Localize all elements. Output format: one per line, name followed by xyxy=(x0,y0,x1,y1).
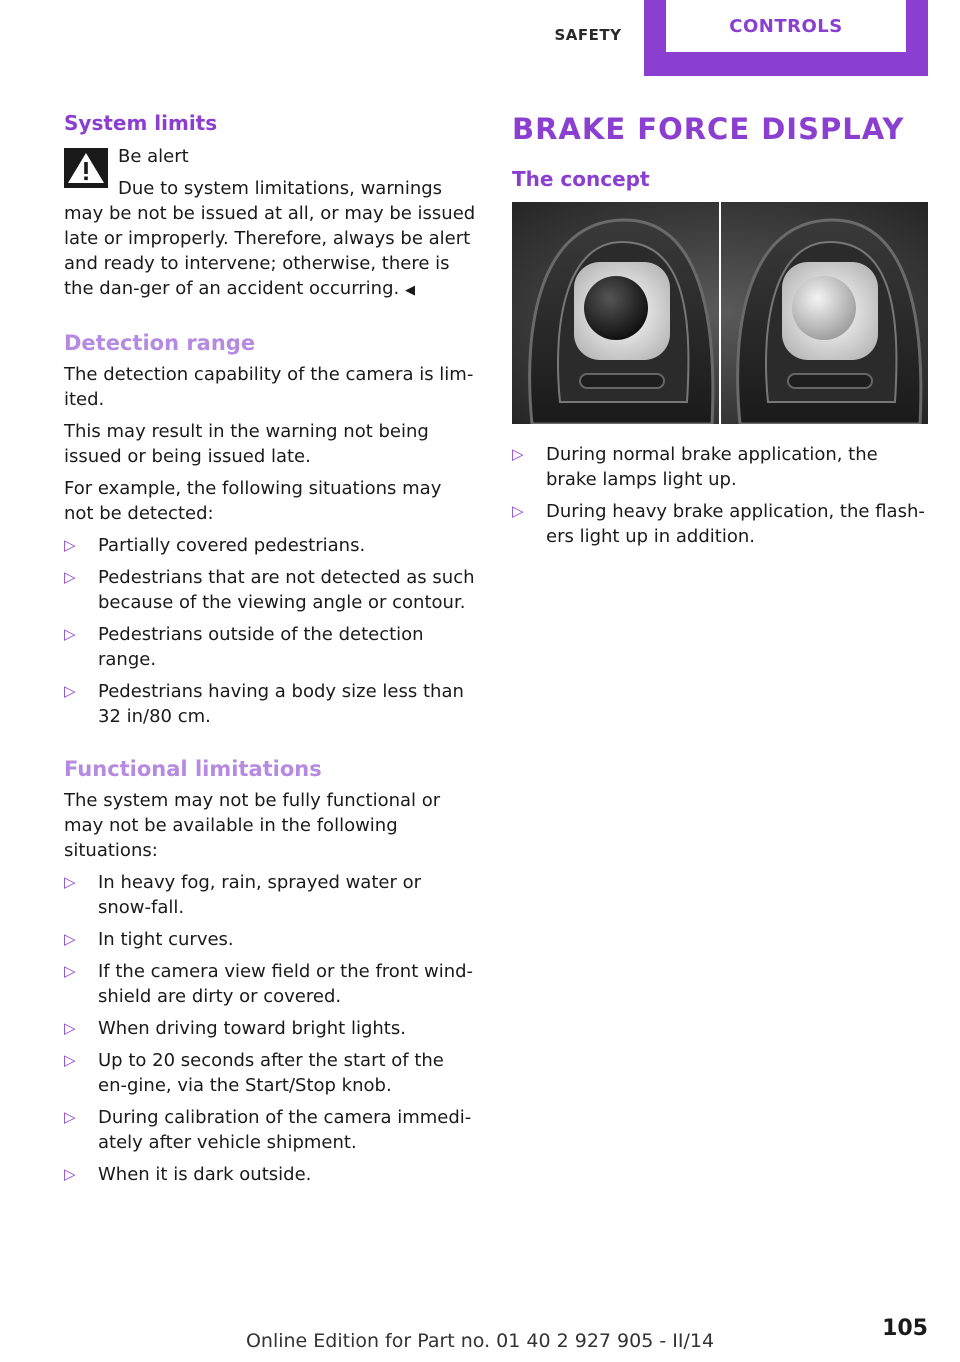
list-item xyxy=(512,442,928,492)
list-item xyxy=(64,622,476,672)
functional-list xyxy=(64,870,476,1187)
list-item-text: Pedestrians outside of the detection range. xyxy=(98,624,424,670)
list-item xyxy=(64,927,476,952)
bullet-arrow-icon: ▷ xyxy=(64,873,76,891)
bullet-arrow-icon: ▷ xyxy=(512,445,524,463)
list-item-text: If the camera view field or the front wind‐shield are dirty or covered. xyxy=(98,961,474,1007)
heading-system-limits: System limits xyxy=(64,111,218,135)
list-item-text: Partially covered pedestrians. xyxy=(98,535,366,556)
footer-edition: Online Edition for Part no. 01 40 2 927 905 - II/14 xyxy=(245,1330,715,1352)
list-item xyxy=(64,1016,476,1041)
bullet-arrow-icon: ▷ xyxy=(64,1108,76,1126)
list-item xyxy=(512,499,928,549)
list-item-text: In heavy fog, rain, sprayed water or snow‐fall. xyxy=(98,872,422,918)
bullet-arrow-icon: ▷ xyxy=(64,1051,76,1069)
list-item xyxy=(64,565,476,615)
page-number: 105 xyxy=(882,1316,928,1341)
bullet-arrow-icon: ▷ xyxy=(64,682,76,700)
list-item-text: Up to 20 seconds after the start of the en‐gine, via the Start/Stop knob. xyxy=(98,1050,444,1096)
brake-light-figure xyxy=(512,202,928,424)
section-title: BRAKE FORCE DISPLAY xyxy=(512,112,905,146)
bullet-arrow-icon: ▷ xyxy=(64,962,76,980)
bullet-arrow-icon: ▷ xyxy=(64,625,76,643)
warning-text-body: Due to system limitations, warnings may be not be issued at all, or may be issued late or improperly. Therefore, always be alert and ready to intervene; otherwise, there is the dan‐ger of an accident occurring. xyxy=(64,178,476,299)
list-item xyxy=(64,1162,476,1187)
list-item-text: Pedestrians that are not detected as such because of the viewing angle or contour. xyxy=(98,567,475,613)
list-item-text: During heavy brake application, the flash‐ers light up in addition. xyxy=(546,501,925,547)
list-item-text: During calibration of the camera immedi‐ately after vehicle shipment. xyxy=(98,1107,472,1153)
warning-icon xyxy=(64,148,108,188)
detection-p3: For example, the following situations may not be detected: xyxy=(64,478,442,524)
bullet-arrow-icon: ▷ xyxy=(64,1165,76,1183)
warning-title: Be alert xyxy=(118,146,189,167)
tab-controls[interactable] xyxy=(644,0,928,76)
list-item xyxy=(64,1105,476,1155)
list-item xyxy=(64,959,476,1009)
left-column xyxy=(64,108,476,1194)
list-item-text: In tight curves. xyxy=(98,929,234,950)
subheading-concept: The concept xyxy=(512,167,650,191)
detection-list xyxy=(64,533,476,729)
list-item xyxy=(64,533,476,558)
right-column xyxy=(512,108,928,556)
heading-detection-range: Detection range xyxy=(64,331,256,355)
bullet-arrow-icon: ▷ xyxy=(512,502,524,520)
list-item xyxy=(64,870,476,920)
detection-p1: The detection capability of the camera is lim‐ited. xyxy=(64,364,474,410)
warning-text xyxy=(64,176,476,303)
list-item-text: When it is dark outside. xyxy=(98,1164,312,1185)
tab-safety[interactable]: SAFETY xyxy=(554,26,622,44)
header-tabs xyxy=(532,0,928,76)
list-item xyxy=(64,679,476,729)
list-item-text: Pedestrians having a body size less than 32 in/80 cm. xyxy=(98,681,464,727)
heading-functional-limitations: Functional limitations xyxy=(64,757,322,781)
bullet-arrow-icon: ▷ xyxy=(64,1019,76,1037)
list-item xyxy=(64,1048,476,1098)
tab-controls-label: CONTROLS xyxy=(666,0,906,52)
warning-block xyxy=(64,144,476,303)
bullet-arrow-icon: ▷ xyxy=(64,568,76,586)
bullet-arrow-icon: ▷ xyxy=(64,536,76,554)
bullet-arrow-icon: ▷ xyxy=(64,930,76,948)
list-item-text: When driving toward bright lights. xyxy=(98,1018,406,1039)
list-item-text: During normal brake application, the brake lamps light up. xyxy=(546,444,878,490)
end-mark-icon: ◀ xyxy=(404,283,415,298)
detection-p2: This may result in the warning not being issued or being issued late. xyxy=(64,421,429,467)
brake-list xyxy=(512,442,928,549)
functional-p1: The system may not be fully functional or may not be available in the following situations: xyxy=(64,790,441,861)
